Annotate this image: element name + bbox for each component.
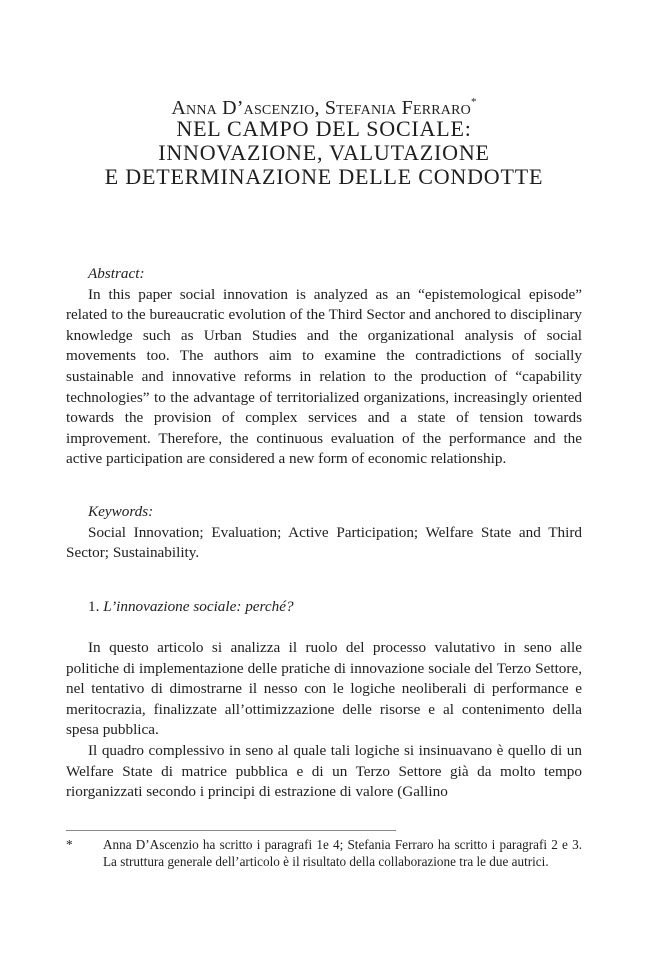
keywords-text: Social Innovation; Evaluation; Active Participation; Welfare State and Third Sector; Sustainability. bbox=[66, 523, 582, 562]
abstract-section bbox=[66, 264, 582, 470]
title-line-2: INNOVAZIONE, VALUTAZIONE bbox=[158, 140, 490, 165]
section-body bbox=[66, 638, 582, 803]
body-paragraph: Il quadro complessivo in seno al quale tali logiche si insinuavano è quello di un Welfare State di matrice pubblica e di un Terzo Settore già da molto tempo riorganizzati secondo i principi di estrazione di valore (Gallino bbox=[66, 741, 582, 801]
paper-page bbox=[66, 0, 582, 975]
abstract-text: In this paper social innovation is analyzed as an “epistemological episode” related to the bureaucratic evolution of the Third Sector and anchored to disciplinary knowledge such as Urban Studies and the organizational analysis of social movements too. The authors aim to examine the contradictions of socially sustainable and innovative reforms in relation to the production of “capability technologies” to the advantage of territorialized organizations, increasingly oriented towards the provision of complex services and a state of tension towards improvement. Therefore, the continuous evaluation of the performance and the active participation are considered a new form of economic relationship. bbox=[66, 285, 582, 468]
body-paragraph: In questo articolo si analizza il ruolo del processo valutativo in seno alle politiche di implementazione delle pratiche di innovazione sociale del Terzo Settore, nel tentativo di dimostrarne il nesso con le logiche neoliberali di performance e meritocrazia, finalizzate all’ottimizzazione delle risorse e al contenimento della spesa pubblica. bbox=[66, 639, 582, 739]
author-footnote-marker: * bbox=[470, 96, 477, 108]
footnote-text: Anna D’Ascenzio ha scritto i paragrafi 1e 4; Stefania Ferraro ha scritto i paragrafi 2 e 3. La struttura generale dell’articolo è il risultato della collaborazione tra le due autrici. bbox=[103, 837, 582, 869]
footnote bbox=[66, 836, 582, 870]
author-names: Anna D’ascenzio, Stefania Ferraro bbox=[171, 97, 471, 119]
title-line-3: E DETERMINAZIONE DELLE CONDOTTE bbox=[104, 164, 544, 189]
title-line-1: NEL CAMPO DEL SOCIALE: bbox=[176, 116, 472, 141]
keywords-label: Keywords: bbox=[88, 503, 154, 520]
section-title: L’innovazione sociale: perché? bbox=[103, 598, 294, 615]
abstract-label: Abstract: bbox=[88, 265, 145, 282]
paper-title bbox=[66, 117, 582, 189]
keywords-section bbox=[66, 502, 582, 564]
section-number: 1. bbox=[88, 598, 100, 615]
footnote-separator bbox=[66, 830, 396, 831]
section-heading bbox=[88, 597, 294, 618]
footnote-mark: * bbox=[66, 837, 73, 852]
